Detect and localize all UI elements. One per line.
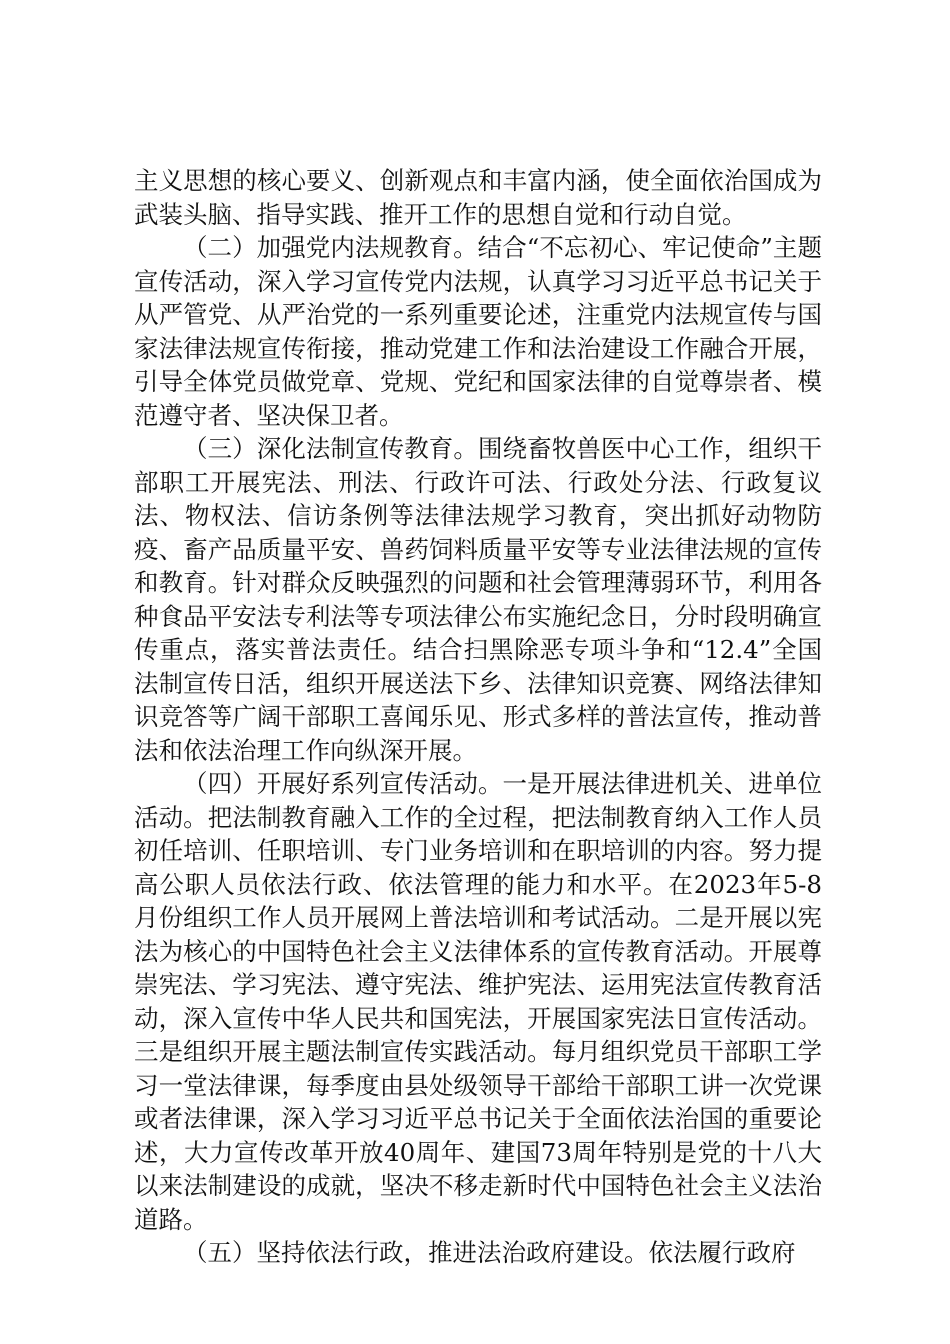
paragraph-legal-education: （三）深化法制宣传教育。围绕畜牧兽医中心工作，组织干部职工开展宪法、刑法、行政许可法、行政处分法、行政复议法、物权法、信访条例等法律法规学习教育，突出抓好动物防疫、畜产品质量平安、兽药饲料质量平安等专业法律法规的宣传和教育。针对群众反映强烈的问题和社会管理薄弱环节，利用各种食品平安法专利法等专项法律公布实施纪念日，分时段明确宣传重点，落实普法责任。结合扫黑除恶专项斗争和“12.4”全国法制宣传日活，组织开展送法下乡、法律知识竞赛、网络法律知识竞答等广阔干部职工喜闻乐见、形式多样的普法宣传，推动普法和依法治理工作向纵深开展。 — [134, 434, 822, 765]
paragraph-rule-of-law-government: （五）坚持依法行政，推进法治政府建设。依法履行政府 — [183, 1238, 796, 1267]
paragraph-party-regulations: （二）加强党内法规教育。结合“不忘初心、牢记使命”主题宣传活动，深入学习宣传党内法规，认真学习习近平总书记关于从严管党、从严治党的一系列重要论述，注重党内法规宣传与国家法律法规宣传衔接，推动党建工作和法治建设工作融合开展，引导全体党员做党章、党规、党纪和国家法律的自觉尊崇者、模范遵守者、坚决保卫者。 — [134, 233, 822, 430]
document-body — [134, 164, 822, 1270]
paragraph-continuation: 主义思想的核心要义、创新观点和丰富内涵，使全面依治国成为武装头脑、指导实践、推开工作的思想自觉和行动自觉。 — [134, 166, 822, 229]
paragraph-publicity-activities: （四）开展好系列宣传活动。一是开展法律进机关、进单位活动。把法制教育融入工作的全过程，把法制教育纳入工作人员初任培训、任职培训、专门业务培训和在职培训的内容。努力提高公职人员依法行政、依法管理的能力和水平。在2023年5-8月份组织工作人员开展网上普法培训和考试活动。二是开展以宪法为核心的中国特色社会主义法律体系的宣传教育活动。开展尊崇宪法、学习宪法、遵守宪法、维护宪法、运用宪法宣传教育活动，深入宣传中华人民共和国宪法，开展国家宪法日宣传活动。三是组织开展主题法制宣传实践活动。每月组织党员干部职工学习一堂法律课，每季度由县处级领导干部给干部职工讲一次党课或者法律课，深入学习习近平总书记关于全面依法治国的重要论述，大力宣传改革开放40周年、建国73周年特别是党的十八大以来法制建设的成就，坚决不移走新时代中国特色社会主义法治道路。 — [134, 769, 822, 1234]
